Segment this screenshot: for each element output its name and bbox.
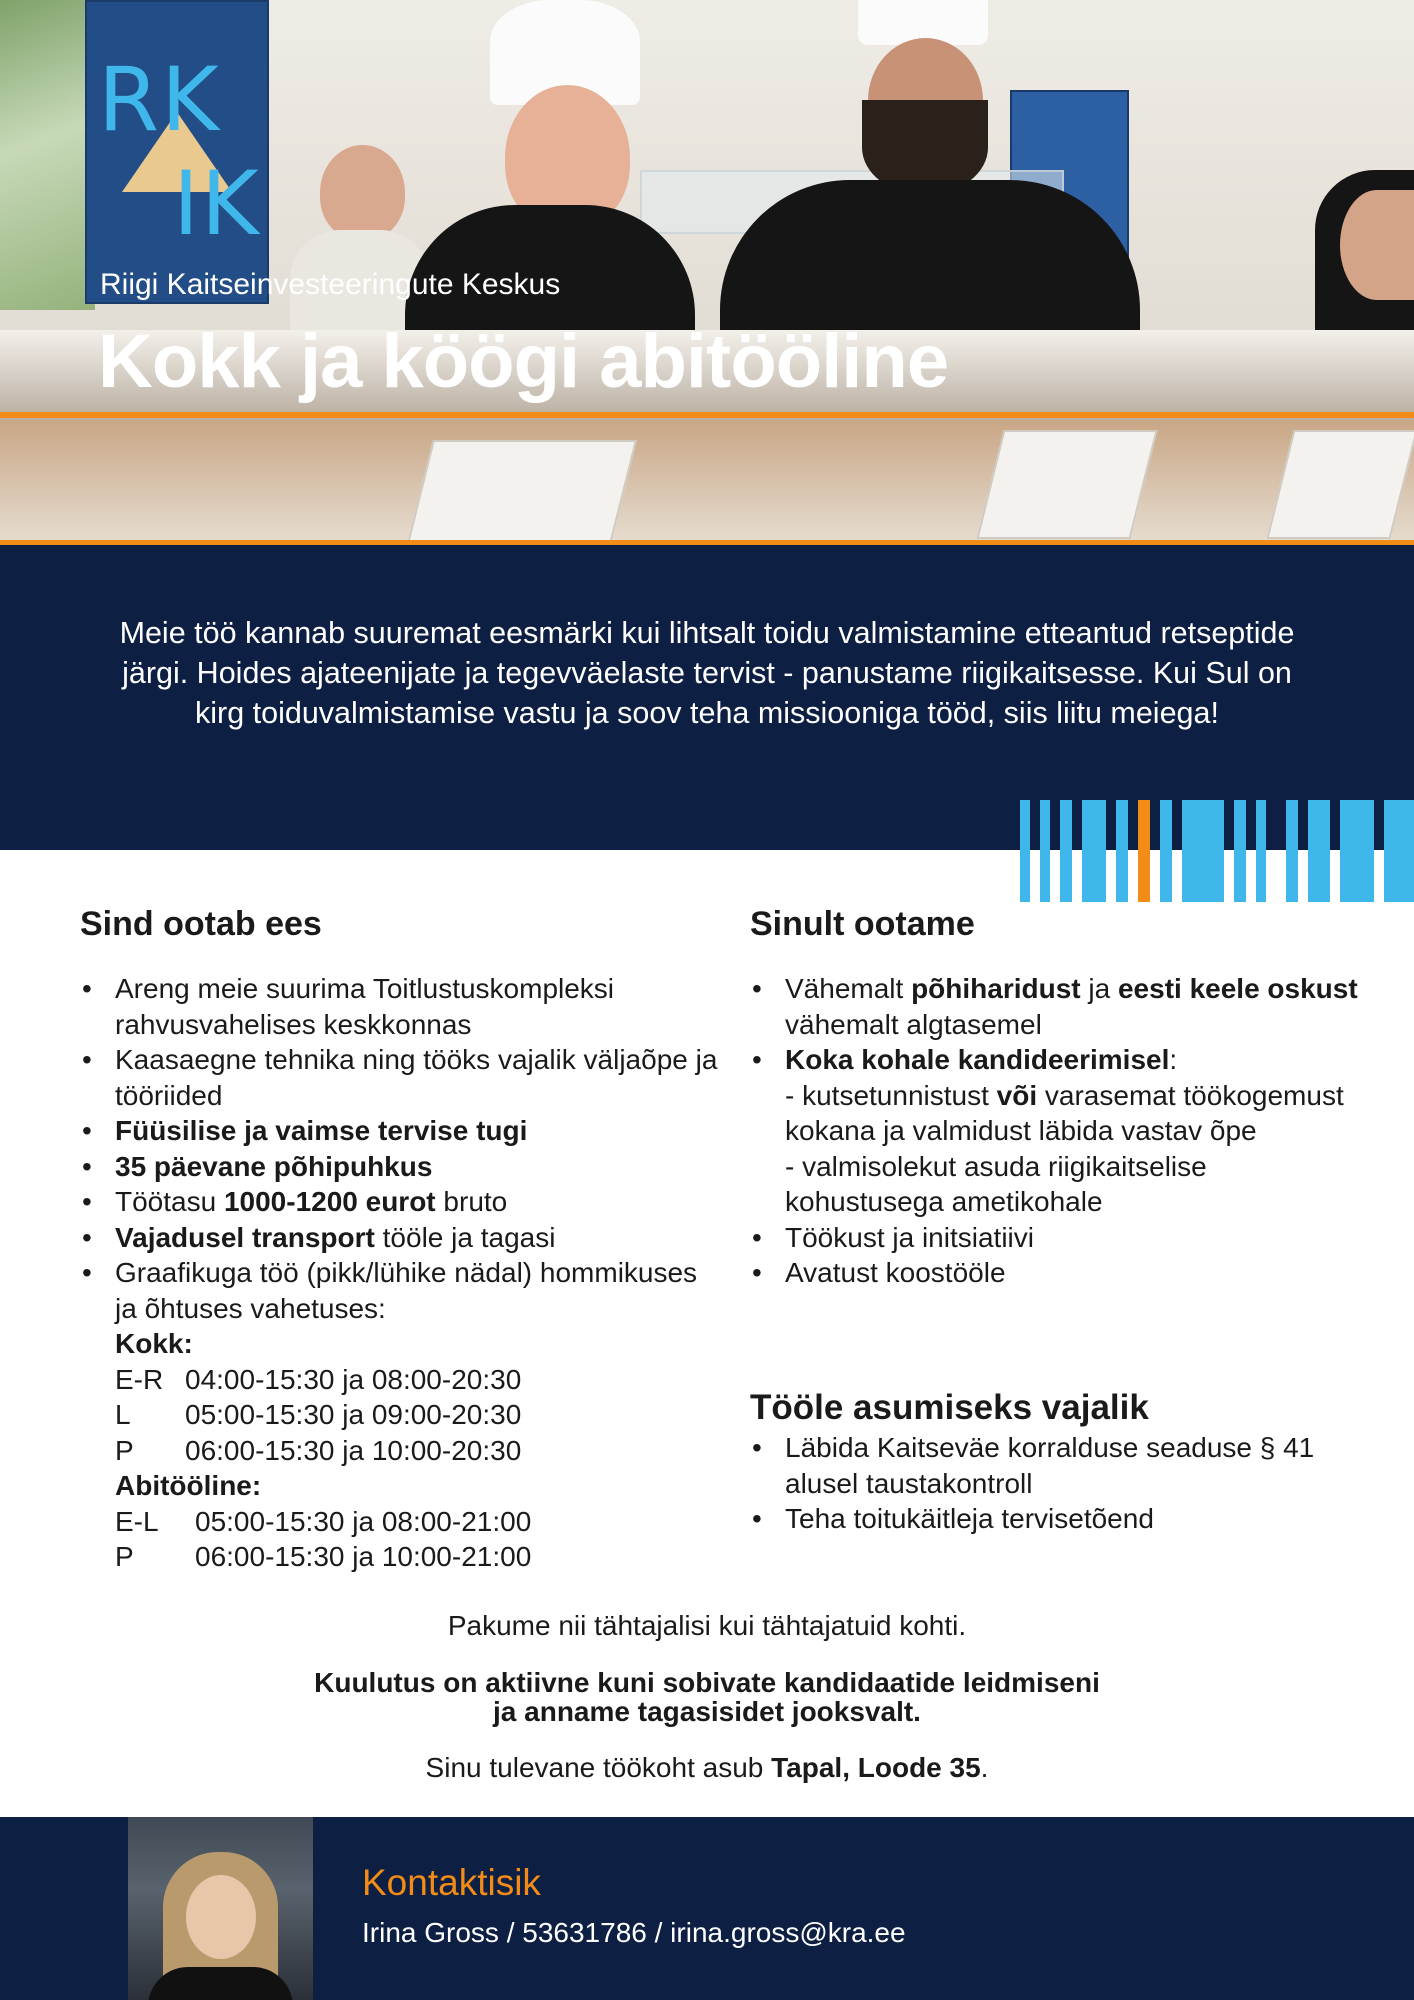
intro-text: Meie töö kannab suuremat eesmärki kui lihtsalt toidu valmistamine etteantud retseptide järgi. Hoides ajateenijate ja tegevväelaste tervist - panustame riigikaitsesse. Kui Sul on kirg toiduvalmistamise vastu ja soov teha missiooniga tööd, siis liitu meiega! — [119, 616, 1295, 730]
schedule-row: E-R 04:00-15:30 ja 08:00-20:30 — [115, 1363, 522, 1395]
positions-note: Pakume nii tähtajalisi kui tähtajatuid kohti. — [447, 1610, 967, 1641]
list-item: • Areng meie suurima Toitlustuskompleksi rahvusvahelises keskkonnas — [80, 971, 720, 1042]
contact-footer — [0, 1817, 1414, 2000]
expect-list — [750, 971, 1370, 1291]
offer-heading: Sind ootab ees — [80, 905, 322, 943]
job-title: Kokk ja köögi abitööline — [98, 319, 949, 404]
expect-heading: Sinult ootame — [750, 905, 975, 943]
expect-section — [750, 905, 1370, 1291]
decorative-bars — [1020, 800, 1414, 902]
schedule-cook-label: Kokk: — [115, 1328, 193, 1359]
list-item: • Kaasaegne tehnika ning tööks vajalik väljaõpe ja tööriided — [80, 1042, 720, 1113]
schedule-row: E-L 05:00-15:30 ja 08:00-21:00 — [115, 1505, 532, 1537]
offer-section — [80, 905, 720, 1575]
location-note: Sinu tulevane töökoht asub Tapal, Loode 35. — [425, 1752, 989, 1783]
organization-name: Riigi Kaitseinvesteeringute Keskus — [100, 268, 561, 301]
work-schedule — [80, 1326, 720, 1575]
list-item: • Vähemalt põhiharidust ja eesti keele oskust vähemalt algtasemel — [750, 971, 1370, 1042]
list-item: • 35 päevane põhipuhkus — [80, 1149, 720, 1185]
offer-list — [80, 971, 720, 1326]
list-item: • Füüsilise ja vaimse tervise tugi — [80, 1113, 720, 1149]
list-item: • Avatust koostööle — [750, 1255, 1370, 1291]
contact-photo — [128, 1817, 313, 2000]
hero-window — [0, 0, 95, 310]
list-item: • Teha toitukäitleja tervisetõend — [750, 1501, 1370, 1537]
contact-label: Kontaktisik — [362, 1862, 541, 1903]
requirements-section — [750, 1388, 1370, 1537]
list-item: • Vajadusel transport tööle ja tagasi — [80, 1220, 720, 1256]
schedule-row: P 06:00-15:30 ja 10:00-20:30 — [115, 1434, 522, 1466]
logo-text-line1: RK — [98, 48, 221, 151]
contact-info: Irina Gross / 53631786 / irina.gross@kra.ee — [362, 1917, 906, 1948]
schedule-row: P 06:00-15:30 ja 10:00-21:00 — [115, 1541, 532, 1572]
active-note — [0, 1668, 1414, 1726]
schedule-helper-label: Abitööline: — [115, 1470, 262, 1501]
list-item: • Töötasu 1000-1200 eurot bruto — [80, 1184, 720, 1220]
hero-photo — [0, 0, 1414, 545]
hero-background-person — [320, 145, 405, 240]
list-item: • Läbida Kaitseväe korralduse seaduse § 41 alusel taustakontroll — [750, 1430, 1370, 1501]
active-note-line2: ja anname tagasisidet jooksvalt. — [493, 1696, 921, 1727]
schedule-row: L 05:00-15:30 ja 09:00-20:30 — [115, 1399, 522, 1430]
list-item: • Koka kohale kandideerimisel: - kutsetunnistust või varasemat töökogemust kokana ja valmidust läbida vastav õpe - valmisolekut asuda riigikaitselise kohustusega ametikohale — [750, 1042, 1370, 1220]
requirements-list — [750, 1430, 1370, 1537]
requirements-heading: Tööle asumiseks vajalik — [750, 1388, 1149, 1427]
rkik-logo — [98, 48, 298, 255]
active-note-line1: Kuulutus on aktiivne kuni sobivate kandidaatide leidmiseni — [314, 1667, 1100, 1698]
list-item: • Töökust ja initsiatiivi — [750, 1220, 1370, 1256]
logo-text-line2: IK — [173, 152, 261, 255]
list-item: • Graafikuga töö (pikk/lühike nädal) hommikuses ja õhtuses vahetuses: — [80, 1255, 720, 1326]
